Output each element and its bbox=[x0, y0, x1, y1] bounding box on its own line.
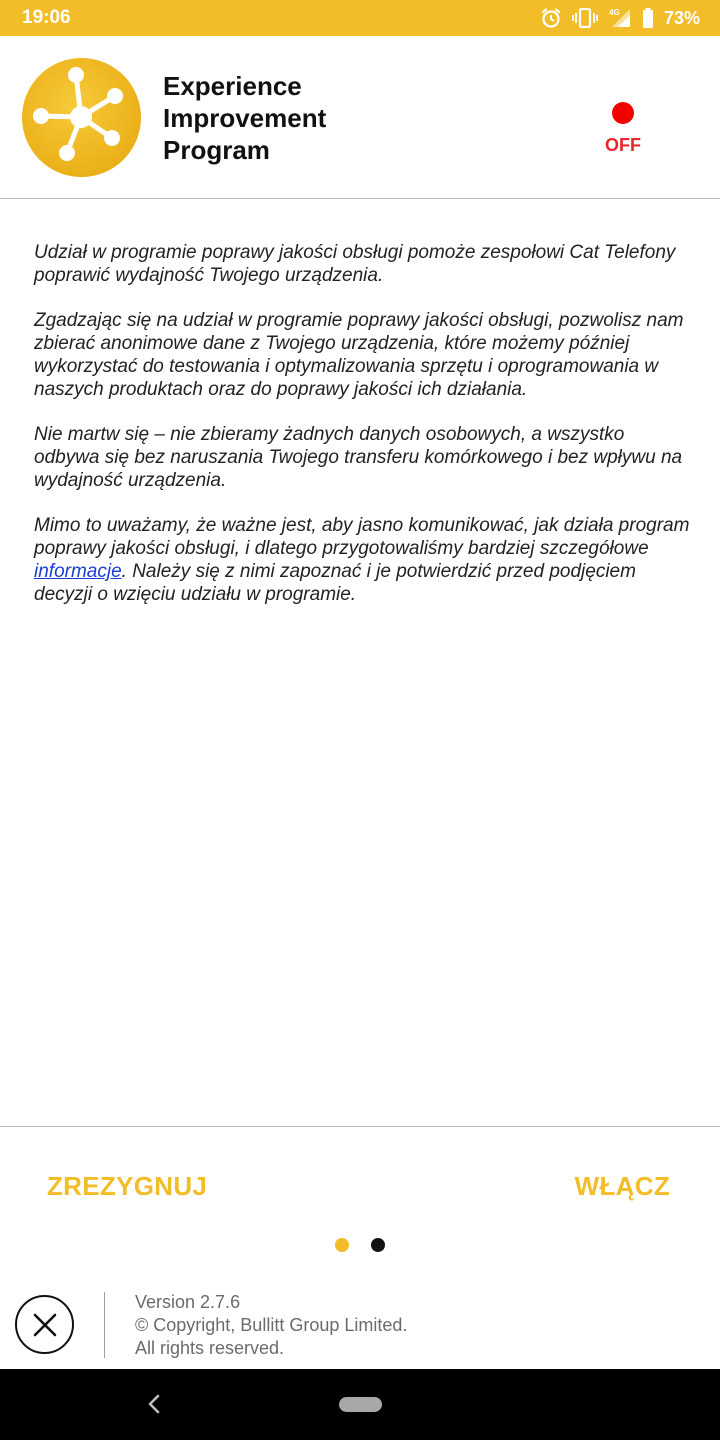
paragraph-text: . Należy się z nimi zapoznać i je potwierdzić przed podjęciem decyzji o wzięciu udziału w programie. bbox=[34, 561, 636, 605]
close-button[interactable] bbox=[15, 1295, 74, 1354]
paragraph: Nie martw się – nie zbieramy żadnych danych osobowych, a wszystko odbywa się bez naruszania Twojego transferu komórkowego i bez wpływu na wydajność urządzenia. bbox=[34, 424, 683, 491]
footer-separator bbox=[104, 1292, 105, 1358]
divider bbox=[0, 1126, 720, 1127]
battery-icon bbox=[642, 7, 654, 29]
paragraph: Zgadzając się na udział w programie poprawy jakości obsługi, pozwolisz nam zbierać anonimowe dane z Twojego urządzenia, które możemy później wykorzystać do testowania i optymalizowania sprzętu i oprogramowania w naszych produktach oraz do poprawy jakości ich działania. bbox=[34, 310, 684, 400]
status-bar bbox=[0, 0, 720, 36]
page-dot-active bbox=[335, 1238, 349, 1252]
program-toggle[interactable] bbox=[590, 102, 656, 156]
paragraph-text: Mimo to uważamy, że ważne jest, aby jasno komunikować, jak działa program poprawy jakości obsługi, i dlatego przygotowaliśmy bardziej szczegółowe bbox=[34, 515, 690, 559]
system-nav-bar bbox=[0, 1369, 720, 1440]
alarm-icon bbox=[540, 7, 562, 29]
page-dot bbox=[371, 1238, 385, 1252]
enable-button[interactable]: WŁĄCZ bbox=[575, 1168, 670, 1204]
paragraph bbox=[34, 514, 690, 606]
version-info bbox=[135, 1291, 635, 1360]
decline-button[interactable]: ZREZYGNUJ bbox=[47, 1168, 207, 1204]
copyright-text: © Copyright, Bullitt Group Limited. bbox=[135, 1315, 408, 1335]
close-icon bbox=[32, 1312, 58, 1338]
app-header bbox=[0, 36, 720, 199]
toggle-status-dot bbox=[612, 102, 634, 124]
program-description bbox=[34, 241, 690, 628]
home-pill-button[interactable] bbox=[339, 1397, 382, 1412]
status-icons bbox=[540, 7, 700, 29]
version-text: Version 2.7.6 bbox=[135, 1292, 241, 1312]
program-logo-icon bbox=[22, 58, 141, 177]
paragraph: Udział w programie poprawy jakości obsługi pomoże zespołowi Cat Telefony poprawić wydajność Twojego urządzenia. bbox=[34, 242, 676, 286]
status-time: 19:06 bbox=[22, 7, 71, 28]
page-indicator bbox=[335, 1238, 385, 1252]
information-link[interactable]: informacje bbox=[34, 561, 122, 582]
rights-text: All rights reserved. bbox=[135, 1338, 285, 1358]
battery-level: 73% bbox=[663, 7, 700, 28]
toggle-status-label: OFF bbox=[605, 135, 641, 155]
back-icon[interactable] bbox=[142, 1391, 166, 1417]
vibrate-icon bbox=[572, 7, 598, 29]
signal-icon bbox=[608, 7, 632, 29]
page-title: Experience Improvement Program bbox=[163, 71, 327, 165]
network-type-label: 4G bbox=[608, 8, 620, 17]
